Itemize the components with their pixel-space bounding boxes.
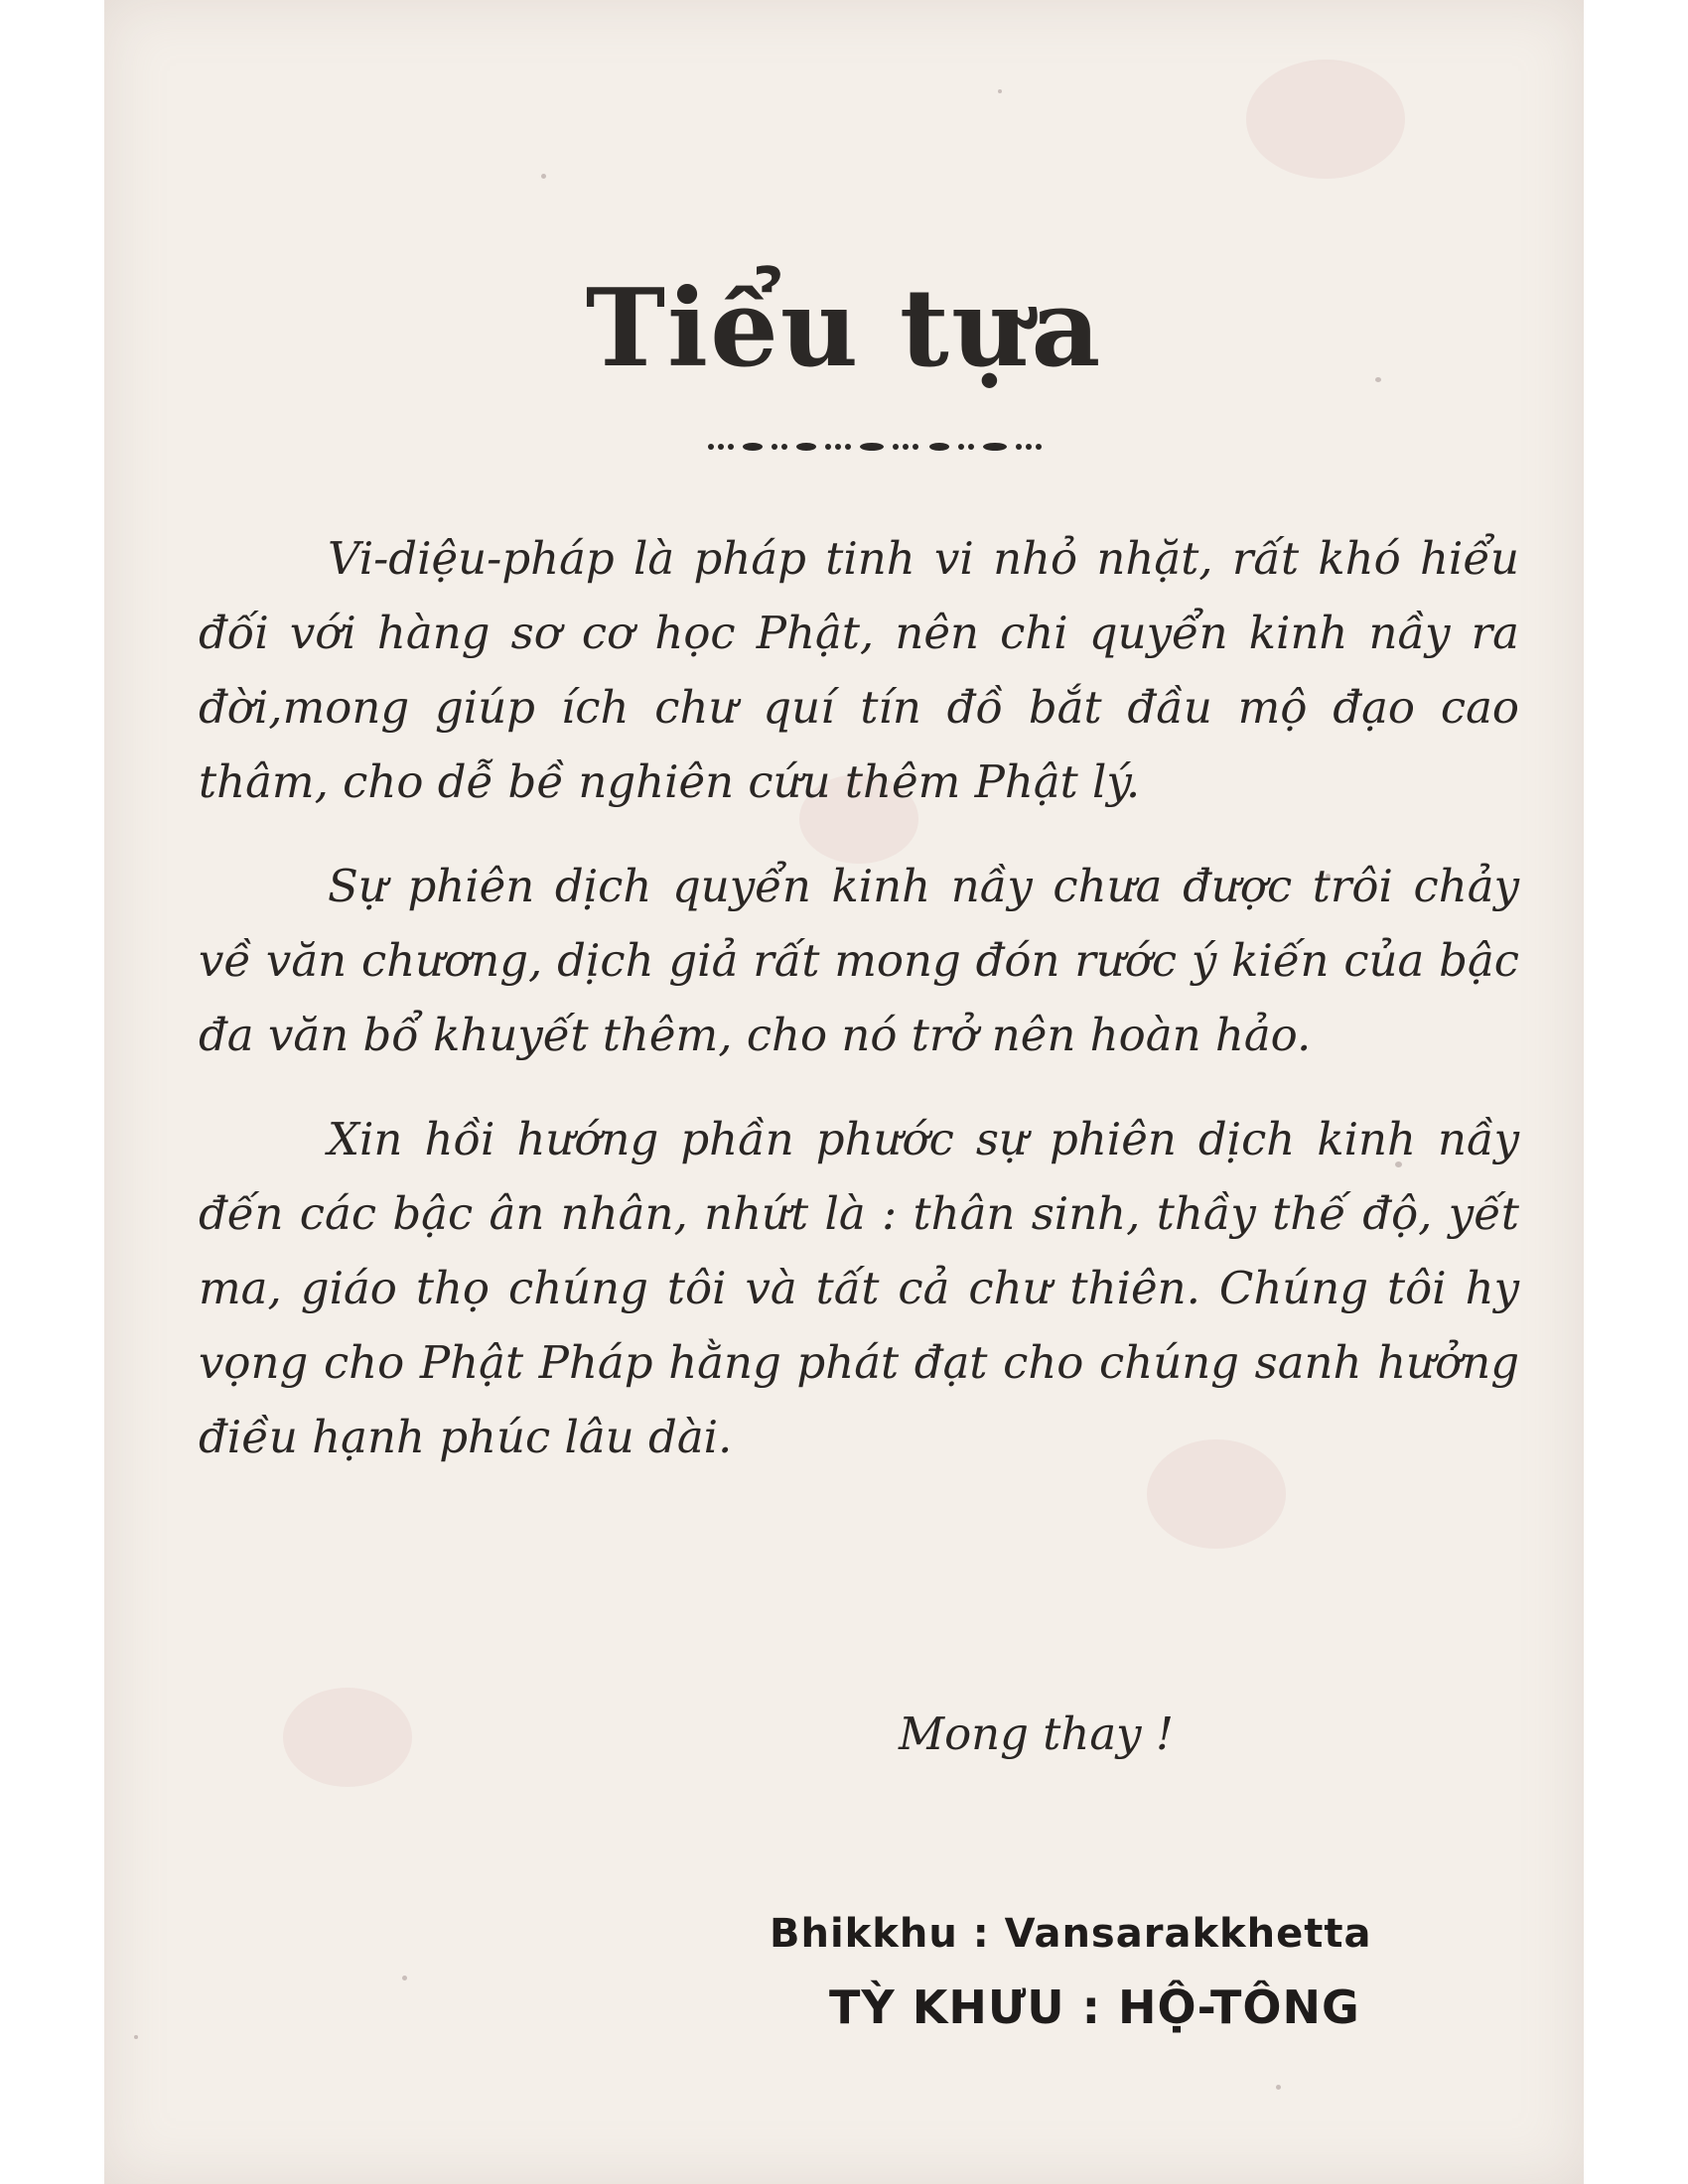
paragraph: Xin hồi hướng phần phước sự phiên dịch kinh nầy đến các bậc ân nhân, nhứt là : thân sinh, thầy thế độ, yết ma, giáo thọ chúng tôi và tất cả chư thiên. Chúng tôi hy vọng cho Phật Pháp hằng phát đạt cho chúng sanh hưởng điều hạnh phúc lâu dài. [199, 1113, 1519, 1463]
paper-speck [998, 89, 1002, 93]
paper-stain [1246, 60, 1405, 179]
paragraph: Vi-diệu-pháp là pháp tinh vi nhỏ nhặt, rất khó hiểu đối với hàng sơ cơ học Phật, nên chi quyển kinh nầy ra đời,mong giúp ích chư quí tín đồ bắt đầu mộ đạo cao thâm, cho dễ bề nghiên cứu thêm Phật lý. [199, 532, 1519, 808]
paragraph: Sự phiên dịch quyển kinh nầy chưa được trôi chảy về văn chương, dịch giả rất mong đón rước ý kiến của bậc đa văn bổ khuyết thêm, cho nó trở nên hoàn hảo. [199, 860, 1519, 1061]
signature-vietnamese-name: TỲ KHƯU : HỘ-TÔNG [829, 1980, 1360, 2034]
paper-speck [541, 174, 546, 179]
title-ornament-divider [705, 437, 1043, 457]
paper-speck [1276, 2085, 1281, 2090]
page-title: Tiểu tựa [585, 266, 1103, 391]
paper-speck [402, 1976, 407, 1980]
paper-stain [283, 1688, 412, 1787]
preface-body [199, 521, 1519, 1504]
paper-speck [134, 2035, 138, 2039]
closing-line: Mong thay ! [899, 1707, 1174, 1760]
signature-pali-name: Bhikkhu : Vansarakkhetta [770, 1911, 1372, 1957]
